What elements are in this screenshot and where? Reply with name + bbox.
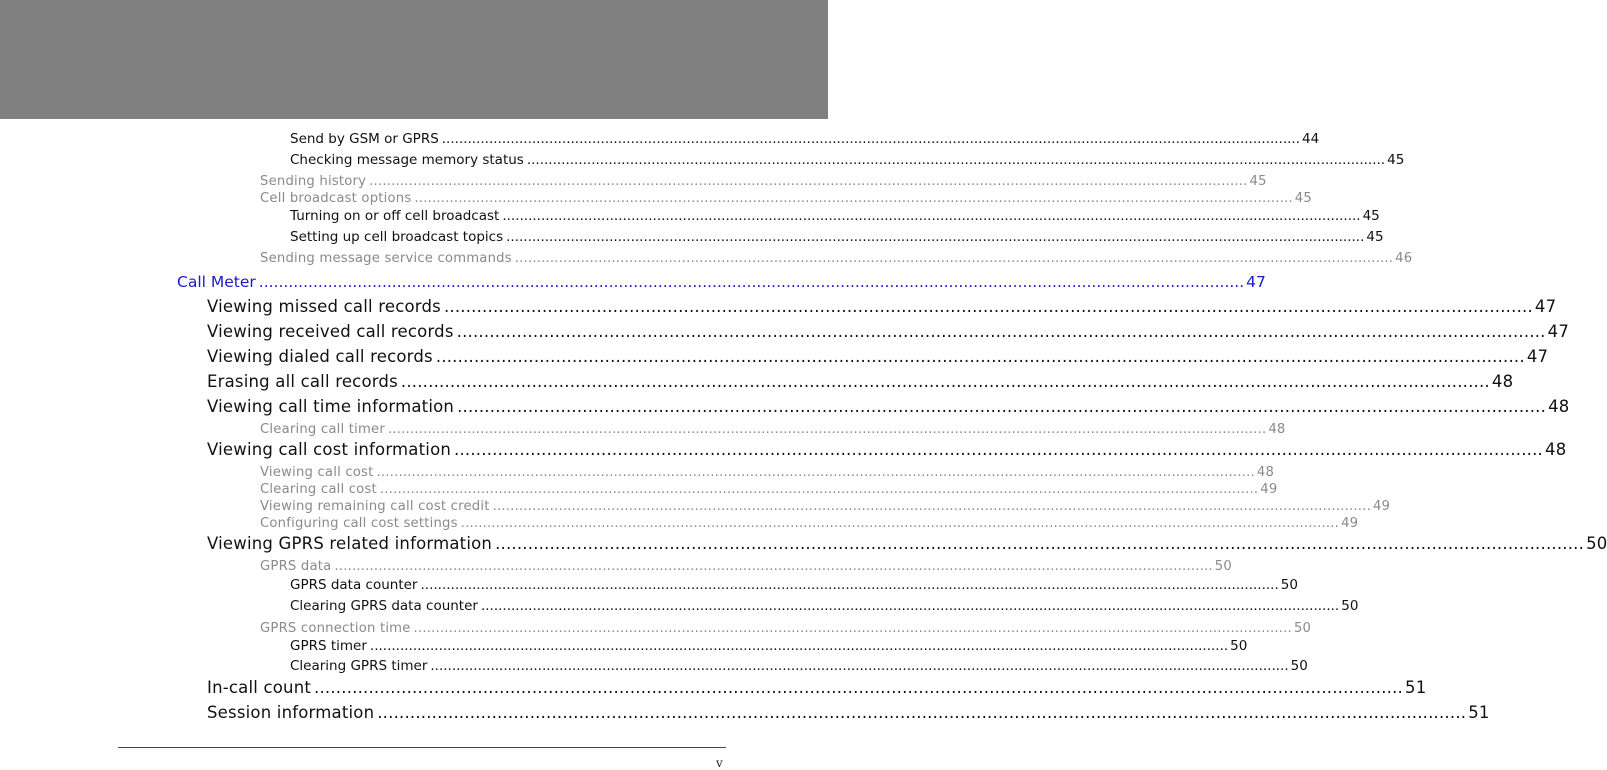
toc-entry-label: Checking message memory status xyxy=(290,152,524,168)
toc-entry-page: 46 xyxy=(1395,251,1413,266)
toc-entry-page: 51 xyxy=(1468,703,1490,722)
toc-entry-label: Session information xyxy=(207,703,375,722)
dot-leader: ........................................................................................................................................................................................................ xyxy=(506,229,1365,245)
toc-entry[interactable] xyxy=(290,598,1359,614)
toc-entry-label: Viewing remaining call cost credit xyxy=(260,499,490,514)
toc-entry-label: Turning on or off cell broadcast xyxy=(290,208,500,224)
toc-entry-label: Send by GSM or GPRS xyxy=(290,131,439,147)
toc-entry[interactable] xyxy=(260,499,1391,514)
toc-entry[interactable] xyxy=(260,422,1286,437)
toc-entry-label: Configuring call cost settings xyxy=(260,516,458,531)
toc-entry-page: 48 xyxy=(1548,397,1570,416)
toc-entry-label: GPRS timer xyxy=(290,638,367,654)
toc-entry-label: Clearing GPRS data counter xyxy=(290,598,478,614)
toc-entry[interactable] xyxy=(207,372,1514,391)
toc-entry[interactable] xyxy=(290,638,1248,654)
toc-entry-page: 45 xyxy=(1387,152,1405,168)
toc-entry-label: Viewing call cost xyxy=(260,465,374,480)
toc-entry-label: Setting up cell broadcast topics xyxy=(290,229,504,245)
dot-leader: ........................................................................................................................................................................................................ xyxy=(369,638,1229,654)
toc-entry-page: 48 xyxy=(1256,465,1275,480)
toc-entry[interactable] xyxy=(290,577,1298,593)
toc-entry[interactable] xyxy=(290,131,1320,147)
dot-leader: ........................................................................................................................................................................................................ xyxy=(414,191,1293,206)
dot-leader: ........................................................................................................................................................................................................ xyxy=(514,251,1394,266)
dot-leader: ........................................................................................................................................................................................................ xyxy=(387,422,1267,437)
toc-entry-page: 50 xyxy=(1586,534,1607,553)
toc-entry[interactable] xyxy=(260,174,1267,189)
toc-entry-label: Sending message service commands xyxy=(260,251,512,266)
toc-entry-page: 50 xyxy=(1290,658,1308,674)
toc-entry-label: Erasing all call records xyxy=(207,372,398,391)
toc-entry-label: Viewing call cost information xyxy=(207,440,452,459)
toc-entry[interactable] xyxy=(260,465,1275,480)
toc-entry-label: Clearing call cost xyxy=(260,482,377,497)
toc-entry[interactable] xyxy=(207,440,1567,459)
toc-entry-label: Viewing missed call records xyxy=(207,297,441,316)
toc-entry-page: 48 xyxy=(1268,422,1286,437)
dot-leader: ........................................................................................................................................................................................................ xyxy=(456,322,1546,341)
dot-leader: ........................................................................................................................................................................................................ xyxy=(460,516,1340,531)
dot-leader: ........................................................................................................................................................................................................ xyxy=(443,297,1533,316)
dot-leader: ........................................................................................................................................................................................................ xyxy=(441,131,1301,147)
dot-leader: ........................................................................................................................................................................................................ xyxy=(435,347,1525,366)
dot-leader: ........................................................................................................................................................................................................ xyxy=(526,152,1386,168)
toc-entry-page: 44 xyxy=(1302,131,1320,147)
toc-entry-page: 50 xyxy=(1230,638,1248,654)
toc-entry-page: 49 xyxy=(1260,482,1278,497)
dot-leader: ........................................................................................................................................................................................................ xyxy=(379,482,1259,497)
toc-entry-label: GPRS data counter xyxy=(290,577,418,593)
toc-entry[interactable] xyxy=(260,482,1278,497)
toc-entry-page: 47 xyxy=(1547,322,1570,341)
toc-entry-label: Viewing received call records xyxy=(207,322,454,341)
dot-leader: ........................................................................................................................................................................................................ xyxy=(480,598,1340,614)
toc-entry[interactable] xyxy=(207,534,1607,553)
toc-entry-page: 50 xyxy=(1280,577,1298,593)
toc-entry-page: 45 xyxy=(1362,208,1380,224)
footer-rule xyxy=(118,747,726,748)
toc-entry-page: 51 xyxy=(1405,678,1427,697)
toc-entry-page: 48 xyxy=(1545,440,1567,459)
toc-entry[interactable] xyxy=(260,559,1232,574)
toc-entry-page: 47 xyxy=(1526,347,1549,366)
toc-entry-page: 48 xyxy=(1491,372,1514,391)
toc-entry[interactable] xyxy=(207,397,1570,416)
toc-entry-label: In-call count xyxy=(207,678,312,697)
toc-entry-label: Viewing dialed call records xyxy=(207,347,433,366)
toc-entry-label: Clearing call timer xyxy=(260,422,385,437)
dot-leader: ........................................................................................................................................................................................................ xyxy=(430,658,1289,674)
toc-entry[interactable] xyxy=(207,703,1490,722)
toc-entry-page: 45 xyxy=(1366,229,1384,245)
toc-chapter-call-meter[interactable] xyxy=(177,273,1266,291)
dot-leader: ........................................................................................................................................................................................................ xyxy=(376,465,1255,480)
dot-leader: ........................................................................................................................................................................................................ xyxy=(495,534,1585,553)
toc-entry-page: 45 xyxy=(1249,174,1267,189)
dot-leader: ........................................................................................................................................................................................................ xyxy=(334,559,1213,574)
dot-leader: ........................................................................................................................................................................................................ xyxy=(420,577,1279,593)
toc-entry-page: 47 xyxy=(1246,273,1266,291)
dot-leader: ........................................................................................................................................................................................................ xyxy=(377,703,1467,722)
toc-entry-page: 50 xyxy=(1214,559,1232,574)
dot-leader: ........................................................................................................................................................................................................ xyxy=(502,208,1361,224)
dot-leader: ........................................................................................................................................................................................................ xyxy=(400,372,1490,391)
dot-leader: ........................................................................................................................................................................................................ xyxy=(457,397,1547,416)
toc-entry-label: Viewing GPRS related information xyxy=(207,534,493,553)
toc-entry[interactable] xyxy=(290,152,1405,168)
toc-entry[interactable] xyxy=(207,297,1557,316)
toc-entry-page: 50 xyxy=(1293,621,1312,636)
toc-entry-page: 50 xyxy=(1341,598,1359,614)
toc-entry[interactable] xyxy=(290,208,1380,224)
toc-entry-label: Sending history xyxy=(260,174,367,189)
toc-entry-page: 47 xyxy=(1534,297,1557,316)
toc-entry[interactable] xyxy=(290,658,1308,674)
toc-entry[interactable] xyxy=(260,621,1312,636)
dot-leader: ........................................................................................................................................................................................................ xyxy=(369,174,1248,189)
toc-entry[interactable] xyxy=(290,229,1384,245)
toc-entry[interactable] xyxy=(207,347,1549,366)
toc-entry-label: GPRS data xyxy=(260,559,332,574)
toc-entry[interactable] xyxy=(207,322,1570,341)
toc-entry-label: Viewing call time information xyxy=(207,397,455,416)
dot-leader: ........................................................................................................................................................................................................ xyxy=(413,621,1292,636)
toc-entry[interactable] xyxy=(260,191,1312,206)
toc-entry[interactable] xyxy=(260,251,1413,266)
toc-entry-page: 49 xyxy=(1341,516,1359,531)
toc-entry-label: Call Meter xyxy=(177,273,256,291)
toc-entry-label: Clearing GPRS timer xyxy=(290,658,428,674)
dot-leader: ........................................................................................................................................................................................................ xyxy=(258,273,1245,291)
toc-entry[interactable] xyxy=(207,678,1427,697)
toc-entry-label: GPRS connection time xyxy=(260,621,411,636)
dot-leader: ........................................................................................................................................................................................................ xyxy=(314,678,1404,697)
toc-entry-page: 45 xyxy=(1294,191,1312,206)
dot-leader: ........................................................................................................................................................................................................ xyxy=(454,440,1544,459)
dot-leader: ........................................................................................................................................................................................................ xyxy=(492,499,1371,514)
toc-entry-label: Cell broadcast options xyxy=(260,191,412,206)
toc-entry[interactable] xyxy=(260,516,1359,531)
toc-entry-page: 49 xyxy=(1372,499,1391,514)
header-band xyxy=(0,0,828,119)
page-number: v xyxy=(716,756,723,770)
